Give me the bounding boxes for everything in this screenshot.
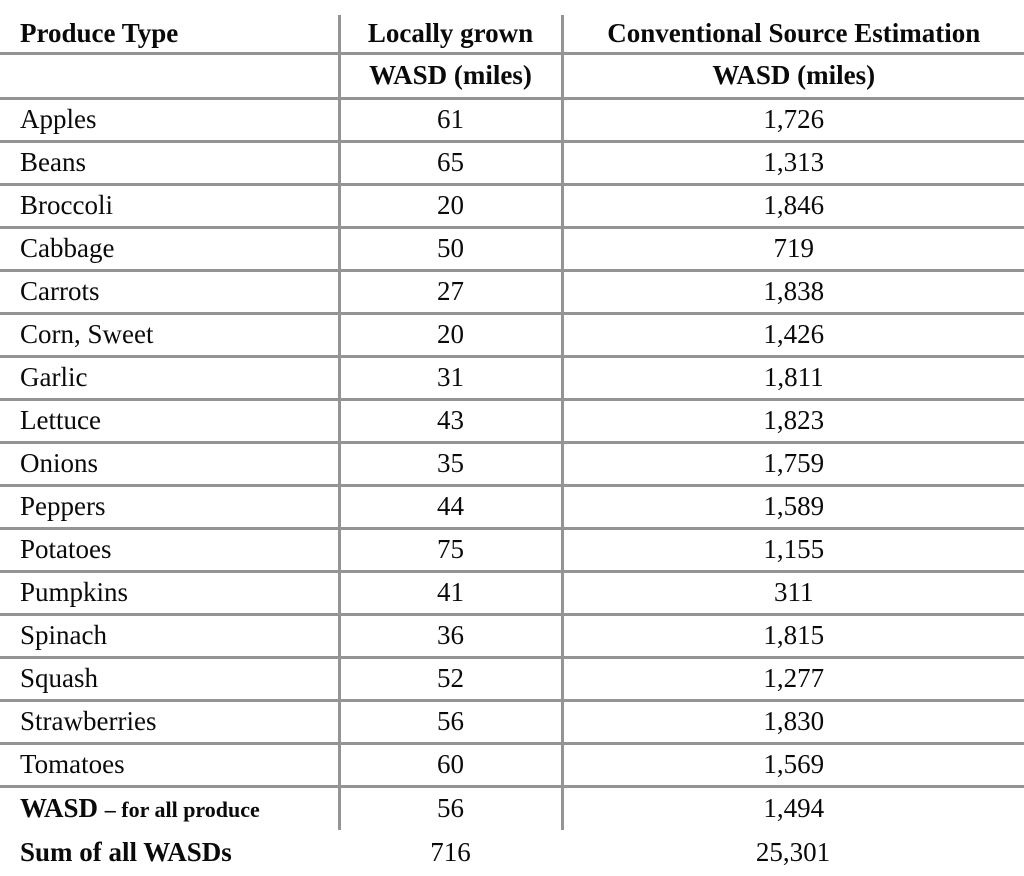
produce-name-cell: Corn, Sweet: [0, 314, 339, 357]
conventional-wasd-cell: 719: [562, 228, 1024, 271]
produce-name-cell: Pumpkins: [0, 572, 339, 615]
subheader-empty-cell: [0, 54, 339, 99]
subheader-row: [0, 54, 1024, 99]
local-wasd-cell: 61: [339, 99, 562, 142]
produce-name-cell: Lettuce: [0, 400, 339, 443]
table-row-cabbage: [0, 228, 1024, 271]
conventional-wasd-cell: 1,726: [562, 99, 1024, 142]
local-wasd-cell: 52: [339, 658, 562, 701]
conventional-wasd-cell: 1,830: [562, 701, 1024, 744]
conventional-wasd-cell: 1,846: [562, 185, 1024, 228]
local-wasd-cell: 31: [339, 357, 562, 400]
table-row-spinach: [0, 615, 1024, 658]
table-row-corn-sweet: [0, 314, 1024, 357]
produce-name-cell: Squash: [0, 658, 339, 701]
table-row-broccoli: [0, 185, 1024, 228]
conventional-wasd-cell: 1,589: [562, 486, 1024, 529]
table-row-carrots: [0, 271, 1024, 314]
local-wasd-cell: 60: [339, 744, 562, 787]
local-wasd-cell: 36: [339, 615, 562, 658]
local-wasd-sum-cell: 716: [430, 837, 471, 868]
produce-name-cell: Beans: [0, 142, 339, 185]
conventional-wasd-cell: 1,823: [562, 400, 1024, 443]
sum-label: Sum of all WASDs: [20, 837, 232, 868]
local-wasd-cell: 56: [339, 787, 562, 831]
local-wasd-cell: 43: [339, 400, 562, 443]
conventional-wasd-cell: 1,155: [562, 529, 1024, 572]
table-row-lettuce: [0, 400, 1024, 443]
header-row: [0, 15, 1024, 54]
produce-name-cell: Strawberries: [0, 701, 339, 744]
local-wasd-cell: 20: [339, 314, 562, 357]
conventional-wasd-cell: 1,569: [562, 744, 1024, 787]
conventional-wasd-cell: 1,313: [562, 142, 1024, 185]
conventional-wasd-cell: 1,494: [562, 787, 1024, 831]
table-row-potatoes: [0, 529, 1024, 572]
local-wasd-cell: 56: [339, 701, 562, 744]
table-row-beans: [0, 142, 1024, 185]
col-header-locally-grown: Locally grown: [339, 15, 562, 54]
produce-name-cell: Potatoes: [0, 529, 339, 572]
produce-name-cell: Apples: [0, 99, 339, 142]
table-row-apples: [0, 99, 1024, 142]
total-wasd-row: [0, 787, 1024, 831]
local-wasd-cell: 20: [339, 185, 562, 228]
subheader-wasd-miles-conventional: WASD (miles): [562, 54, 1024, 99]
produce-name-cell: Peppers: [0, 486, 339, 529]
local-wasd-cell: 27: [339, 271, 562, 314]
produce-name-cell: Broccoli: [0, 185, 339, 228]
conventional-wasd-cell: 311: [562, 572, 1024, 615]
sum-of-wasds-row: [0, 830, 1024, 876]
produce-name-cell: Carrots: [0, 271, 339, 314]
produce-name-cell: Tomatoes: [0, 744, 339, 787]
local-wasd-cell: 35: [339, 443, 562, 486]
produce-name-cell: Onions: [0, 443, 339, 486]
conventional-wasd-cell: 1,811: [562, 357, 1024, 400]
table-row-strawberries: [0, 701, 1024, 744]
total-wasd-label: [0, 787, 339, 831]
produce-name-cell: Spinach: [0, 615, 339, 658]
local-wasd-cell: 65: [339, 142, 562, 185]
conventional-wasd-cell: 1,759: [562, 443, 1024, 486]
table-row-peppers: [0, 486, 1024, 529]
col-header-conventional-source: Conventional Source Estimation: [562, 15, 1024, 54]
local-wasd-cell: 44: [339, 486, 562, 529]
total-wasd-label-main: WASD: [20, 793, 99, 824]
conventional-wasd-cell: 1,815: [562, 615, 1024, 658]
conventional-wasd-sum-cell: 25,301: [755, 837, 831, 868]
table-row-onions: [0, 443, 1024, 486]
local-wasd-cell: 41: [339, 572, 562, 615]
produce-name-cell: Cabbage: [0, 228, 339, 271]
table-row-squash: [0, 658, 1024, 701]
local-wasd-cell: 75: [339, 529, 562, 572]
total-wasd-label-rest: – for all produce: [104, 797, 260, 823]
produce-wasd-table: [0, 15, 1024, 876]
local-wasd-cell: 50: [339, 228, 562, 271]
conventional-wasd-cell: 1,277: [562, 658, 1024, 701]
conventional-wasd-cell: 1,426: [562, 314, 1024, 357]
table-row-tomatoes: [0, 744, 1024, 787]
col-header-produce-type: Produce Type: [0, 15, 339, 54]
table-row-pumpkins: [0, 572, 1024, 615]
table-row-garlic: [0, 357, 1024, 400]
produce-name-cell: Garlic: [0, 357, 339, 400]
conventional-wasd-cell: 1,838: [562, 271, 1024, 314]
subheader-wasd-miles-local: WASD (miles): [339, 54, 562, 99]
